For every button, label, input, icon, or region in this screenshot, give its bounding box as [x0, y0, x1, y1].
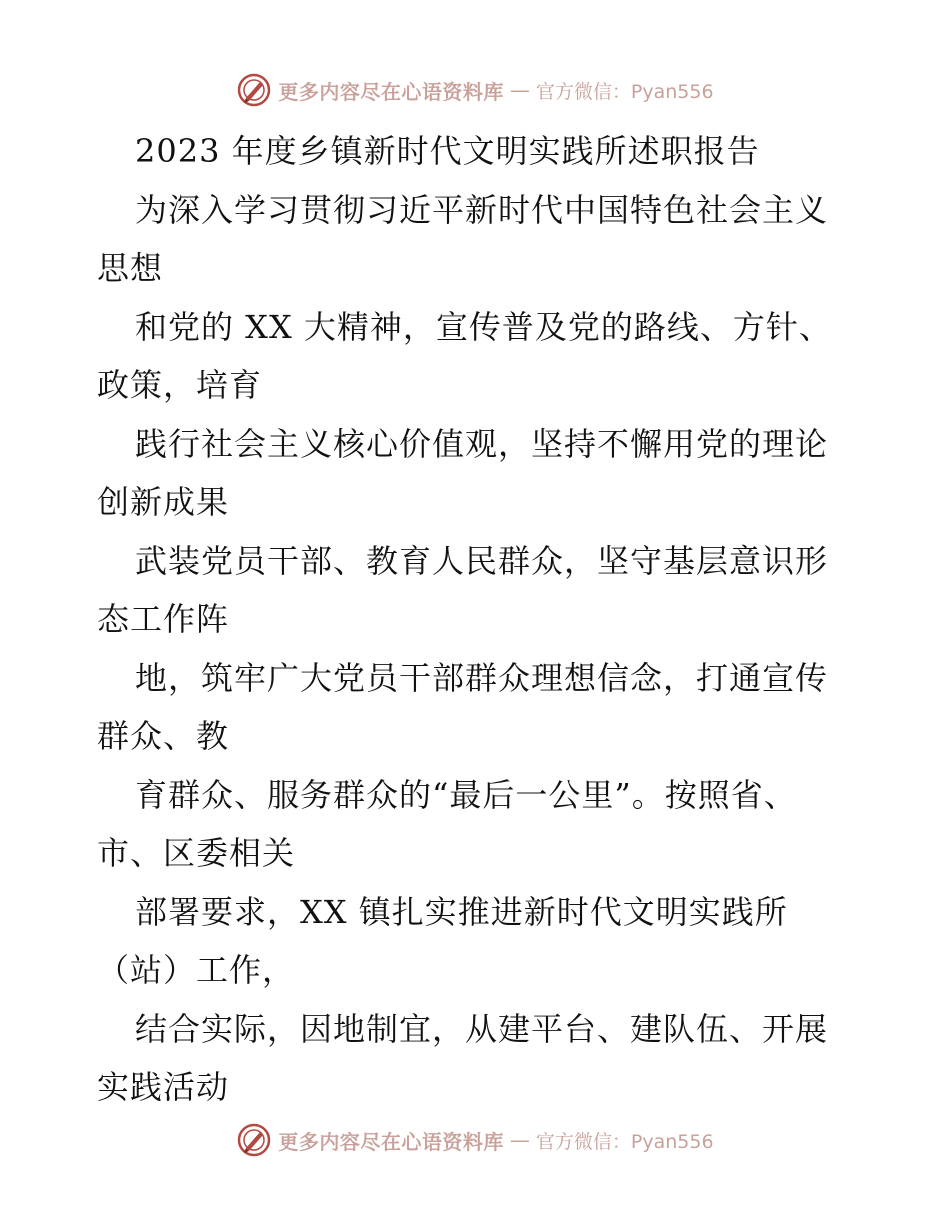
watermark-dash: — — [509, 78, 530, 102]
watermark-wechat: 官方微信：Pyan556 — [535, 80, 714, 103]
watermark-dash: — — [509, 1128, 530, 1152]
text-line: 地，筑牢广大党员干部群众理想信念，打通宣传 — [135, 658, 829, 697]
text-line: 部署要求，XX 镇扎实推进新时代文明实践所 — [135, 892, 788, 931]
watermark-text: 更多内容尽在心语资料库 — [278, 1129, 504, 1154]
text-line: 育群众、服务群众的“最后一公里”。按照省、 — [135, 775, 797, 814]
text-line: 结合实际，因地制宜，从建平台、建队伍、开展 — [135, 1009, 829, 1048]
header-watermark — [0, 70, 950, 110]
watermark-text: 更多内容尽在心语资料库 — [278, 79, 504, 104]
text-line: 创新成果 — [97, 483, 230, 521]
pen-logo-icon — [236, 72, 272, 108]
text-line: 2023 年度乡镇新时代文明实践所述职报告 — [135, 132, 760, 170]
text-line: 和党的 XX 大精神，宣传普及党的路线、方针、 — [135, 307, 832, 346]
text-line: 市、区委相关 — [97, 834, 296, 872]
text-line: 政策，培育 — [97, 366, 263, 404]
text-line: 态工作阵 — [97, 600, 230, 638]
text-line: （站）工作， — [97, 951, 296, 989]
text-line: 为深入学习贯彻习近平新时代中国特色社会主义 — [135, 190, 829, 229]
pen-logo-icon — [236, 1122, 272, 1158]
text-line: 实践活动 — [97, 1068, 230, 1106]
document-body — [97, 122, 857, 1117]
text-line: 武装党员干部、教育人民群众，坚守基层意识形 — [135, 541, 829, 580]
footer-watermark — [0, 1120, 950, 1160]
text-line: 群众、教 — [97, 717, 230, 755]
text-line: 思想 — [97, 249, 164, 287]
watermark-wechat: 官方微信：Pyan556 — [535, 1130, 714, 1153]
text-line: 践行社会主义核心价值观，坚持不懈用党的理论 — [135, 424, 829, 463]
